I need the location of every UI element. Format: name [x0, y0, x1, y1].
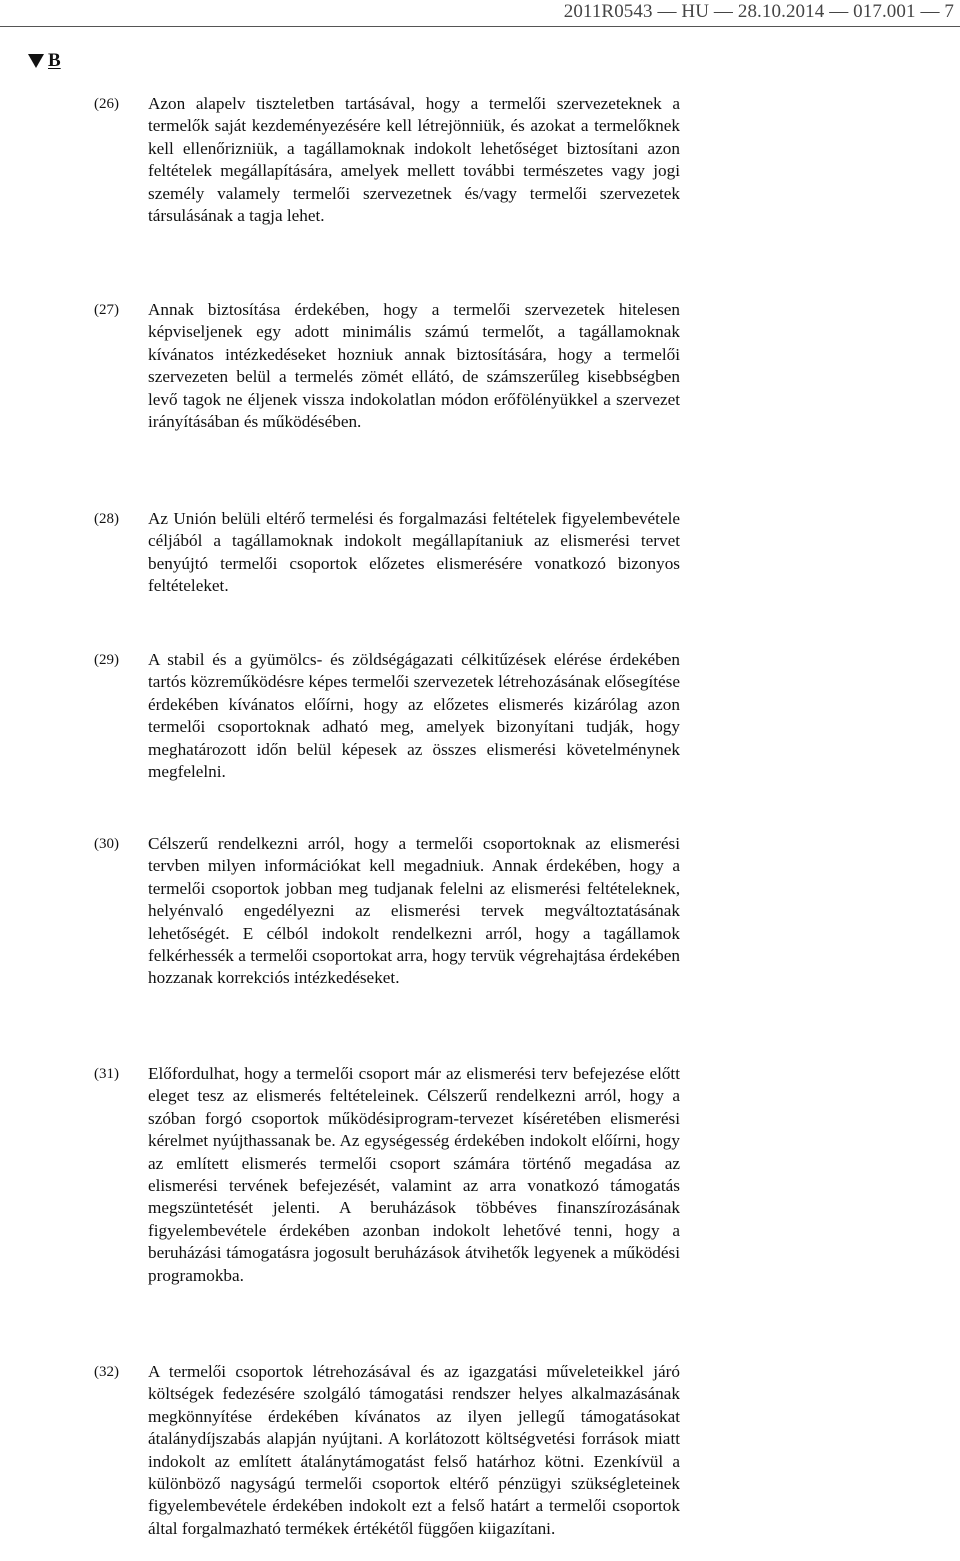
recital-number: (28): [94, 511, 119, 527]
document-reference: 2011R0543 — HU — 28.10.2014 — 017.001 — 7: [563, 1, 954, 22]
recital-text: A termelői csoportok létrehozásával és az igazgatási műveleteikkel járó költségek fedezésére szolgáló támogatási rendszer helyes alkalmazásának megkönnyítése érdekében kívánatos az ilyen jellegű támogatásokat átalánydíjszabás alapján nyújtani. A korlátozott költségvetési források miatt indokolt az említett átalánytámogatást felső határhoz kötni. Ezenkívül a különböző nagyságú termelői csoportok eltérő pénzügyi szükségleteinek figyelembevétele érdekében indokolt ezt a felső határt a termelői csoportok által forgalmazható termékek értékétől függően kiigazítani.: [148, 1362, 680, 1538]
recital-number: (26): [94, 96, 119, 112]
triangle-down-icon: [28, 54, 44, 68]
recital-text: Célszerű rendelkezni arról, hogy a termelői csoportoknak az elismerési tervben milyen információkat kell megadniuk. Annak érdekében, hogy a termelői csoportok jobban meg tudjanak felelni az elismerési feltételeknek, helyénvaló engedélyezni az elismerési tervek megváltoztatásának lehetőségét. E célból indokolt rendelkezni arról, hogy a tagállamok felkérhessék a termelői csoportokat arra, hogy tervük végrehajtása érdekében hozzanak korrekciós intézkedéseket.: [148, 834, 680, 988]
amendment-marker: [28, 50, 61, 72]
recital-number: (27): [94, 302, 119, 318]
recital-text: Annak biztosítása érdekében, hogy a termelői szervezetek hitelesen képviseljenek egy adott minimális számú termelőt, a tagállamoknak kívánatos intézkedéseket hozniuk annak biztosítására, hogy a termelői szervezeten belül a termelés zömét ellátó, de számszerűleg kisebbségben levő tagok ne éljenek vissza indokolatlan módon erőfölényükkel a szervezet irányításában és működésében.: [148, 300, 680, 432]
page-header: [0, 0, 960, 27]
recital-number: (31): [94, 1066, 119, 1082]
recital-number: (29): [94, 652, 119, 668]
amendment-marker-letter: B: [48, 50, 61, 71]
recital-text: Az Unión belüli eltérő termelési és forgalmazási feltételek figyelembevétele céljából a tagállamoknak indokolt megállapítaniuk az elismerési tervet benyújtó termelői csoportok előzetes elismerésére vonatkozó bizonyos feltételeket.: [148, 509, 680, 596]
recital-number: (32): [94, 1364, 119, 1380]
recital-number: (30): [94, 836, 119, 852]
recital-text: A stabil és a gyümölcs- és zöldségágazati célkitűzések elérése érdekében tartós közreműködésre képes termelői szervezetek létrehozásának elősegítése érdekében kívánatos előírni, hogy az előzetes elismerés kizárólag azon termelői csoportoknak adható meg, amelyek bizonyítani tudják, hogy meghatározott időn belül képesek az összes elismerési követelménynek megfelelni.: [148, 650, 680, 782]
recital-text: Előfordulhat, hogy a termelői csoport már az elismerési terv befejezése előtt eleget tesz az elismerés feltételeinek. Célszerű rendelkezni arról, hogy a szóban forgó csoportok működésiprogram-tervezet kíséretében elismerési kérelmet nyújthassanak be. Az egységesség érdekében indokolt előírni, hogy az említett elismerés termelői csoport számára történő megadása az elismerési tervének befejezését, valamint az arra vonatkozó támogatás megszüntetését jelenti. A beruházások többéves finanszírozásának figyelembevétele érdekében azonban indokolt lehetővé tenni, hogy a beruházási támogatásra jogosult beruházások átvihetők legyenek a működési programokba.: [148, 1064, 680, 1285]
recital-text: Azon alapelv tiszteletben tartásával, hogy a termelői szervezeteknek a termelők saját kezdeményezésére kell létrejönniük, és azokat a termelőknek kell ellenőrizniük, a tagállamoknak indokolt lehetőséget biztosítani azon feltételek megállapítására, amelyek mellett további természetes vagy jogi személy valamely termelői szervezetnek és/vagy termelői szervezetek társulásának a tagja lehet.: [148, 94, 680, 226]
